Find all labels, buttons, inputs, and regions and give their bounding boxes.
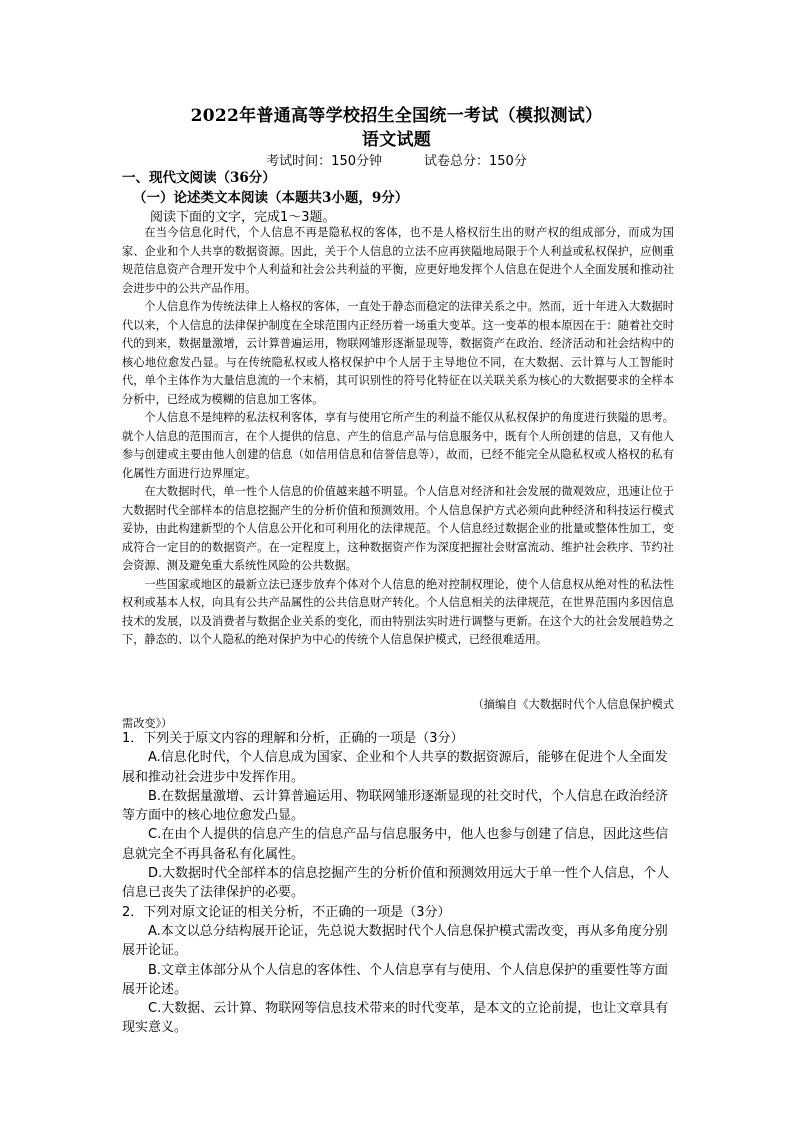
source-line: （摘编自《大数据时代个人信息保护模式 [472, 698, 674, 711]
passage-paragraph: 个人信息作为传统法律上人格权的客体，一直处于静态而稳定的法律关系之中。然而，近十年进入大数据时代以来，个人信息的法律保护制度在全球范围内正经历着一场重大变革。这一变革的根本原因在于：随着社交时代的到来，数据量激增，云计算普遍运用，物联网雏形逐渐显现等，数据资产在政治、经济活动和社会结构中的核心地位愈发凸显。与在传统隐私权或人格权保护中个人居于主导地位不同，在大数据、云计算与人工智能时代，单个主体作为大量信息流的一个末梢，其可识别性的符号化特征在以关联关系为核心的大数据要求的全样本分析中，已经成为模糊的信息加工客体。 [122, 300, 674, 406]
reading-passage [122, 224, 674, 650]
passage-paragraph: 一些国家或地区的最新立法已逐步放弃个体对个人信息的绝对控制权理论，使个人信息权从绝对性的私法性权利或基本人权，向具有公共产品属性的公共信息财产转化。个人信息相关的法律规范，在世界范围内多因信息技术的发展，以及消费者与数据企业关系的变化，而由特别法实时进行调整与更新。在这个大的社会发展趋势之下，静态的、以个人隐私的绝对保护为中心的传统个人信息保护模式，已经很难适用。 [122, 577, 674, 646]
question-stem: 1．下列关于原文内容的理解和分析，正确的一项是（3分） [122, 731, 464, 746]
option-c: C.在由个人提供的信息产生的信息产品与信息服务中，他人也参与创建了信息，因此这些信息就完全不再具备私有化属性。 [122, 827, 669, 862]
passage-paragraph: 在大数据时代，单一性个人信息的价值越来越不明显。个人信息对经济和社会发展的微观效应，迅速让位于大数据时代全部样本的信息挖掘产生的分析价值和预测效用。个人信息保护方式必须向此种经济和科技运行模式妥协，由此构建新型的个人信息公开化和可利用化的法律规范。个人信息经过数据企业的批量或整体性加工，变成符合一定目的的数据资产。在一定程度上，这种数据资产作为深度把握社会财富流动、维护社会秩序、节约社会资源、测及避免重大系统性风险的公共数据。 [122, 485, 674, 572]
option-a: A.信息化时代，个人信息成为国家、企业和个人共享的数据资源后，能够在促进个人全面发展和推动社会进步中发挥作用。 [122, 750, 668, 785]
reading-instruction: 阅读下面的文字，完成1～3题。 [150, 210, 336, 225]
option-d: D.大数据时代全部样本的信息挖掘产生的分析价值和预测效用远大于单一性个人信息，个人信息已丧失了法律保护的必要。 [122, 866, 670, 901]
source-line: 需改变》） [122, 717, 173, 730]
total-score: 试卷总分：150分 [424, 154, 527, 169]
question-stem: 2．下列对原文论证的相关分析，不正确的一项是（3分） [122, 904, 451, 920]
passage-paragraph: 在当今信息化时代，个人信息不再是隐私权的客体，也不是人格权衍生出的财产权的组成部分，而成为国家、企业和个人共享的数据资源。因此，关于个人信息的立法不应再狭隘地局限于个人利益或私权保护，应侧重规范信息资产合理开发中个人利益和社会公共利益的平衡，应更好地发挥个人信息在促进个人全面发展和推动社会进步中的公共产品作用。 [122, 226, 674, 295]
exam-meta [0, 150, 793, 169]
option-b: B.文章主体部分从个人信息的客体性、个人信息享有与使用、个人信息保护的重要性等方面展开论述。 [122, 962, 669, 997]
option-a: A.本文以总分结构展开论证，先总说大数据时代个人信息保护模式需改变，再从多角度分别展开论证。 [122, 923, 668, 959]
passage-paragraph: 个人信息不是纯粹的私法权利客体，享有与使用它所产生的利益不能仅从私权保护的角度进行狭隘的思考。就个人信息的范围而言，在个人提供的信息、产生的信息产品与信息服务中，既有个人所创建的信息，又有他人参与创建或主要由他人创建的信息（如信用信息和信誉信息等），故而，已经不能完全从隐私权或人格权的私有化属性方面进行边界厘定。 [122, 411, 674, 480]
option-b: B.在数据量激增、云计算普遍运用、物联网雏形逐渐显现的社交时代，个人信息在政治经济等方面中的核心地位愈发凸显。 [122, 788, 669, 824]
section-heading: 一、现代文阅读（36分） [122, 170, 276, 186]
question-list [122, 729, 674, 1038]
exam-subtitle: 语文试题 [361, 130, 432, 150]
option-c: C.大数据、云计算、物联网等信息技术带来的时代变革，是本文的立论前提，也让文章具有现实意义。 [122, 1001, 669, 1036]
section-subheading: （一）论述类文本阅读（本题共3小题，9分） [133, 190, 409, 206]
exam-time: 考试时间：150分钟 [266, 154, 382, 169]
exam-title: 2022年普通高等学校招生全国统一考试（模拟测试） [190, 106, 603, 126]
passage-source [122, 695, 674, 733]
